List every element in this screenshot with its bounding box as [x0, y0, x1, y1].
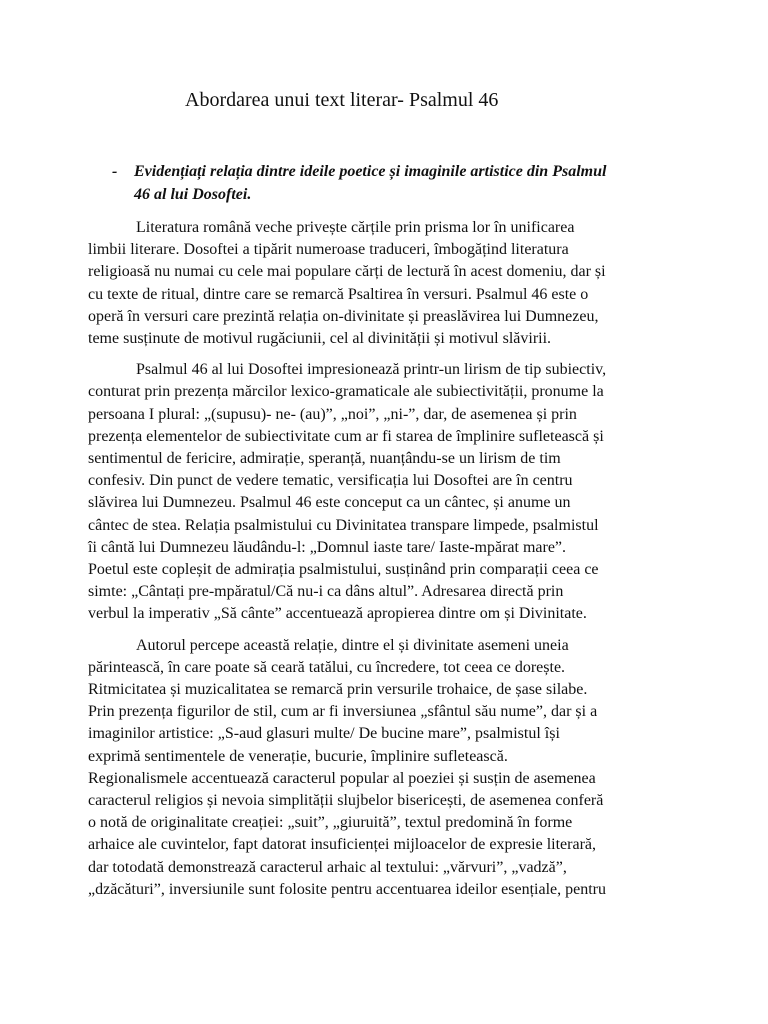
text-line: conturat prin prezența mărcilor lexico-gramaticale ale subiectivității, pronume la	[88, 383, 604, 401]
text-line: teme susținute de motivul rugăciunii, cel al divinității și motivul slăvirii.	[88, 330, 552, 348]
text-line: persoana I plural: „(supusu)- ne- (au)”, „noi”, „ni-”, dar, de asemenea și prin	[88, 405, 577, 423]
text-line: caracterul religios și nevoia simplității slujbelor bisericești, de asemenea conferă	[88, 792, 604, 810]
bullet-dash: -	[112, 163, 118, 180]
text-line: Autorul percepe această relație, dintre el și divinitate asemeni uneia	[136, 636, 569, 654]
text-line: confesiv. Din punct de vedere tematic, versificația lui Dosoftei are în centru	[88, 472, 573, 490]
document-body	[88, 217, 688, 910]
text-line: religioasă nu numai cu cele mai populare cărți de lectură în acest domeniu, dar și	[88, 263, 606, 281]
text-line: îi cântă lui Dumnezeu lăudându-l: „Domnul iaste tare/ Iaste-mpărat mare”.	[88, 538, 567, 556]
text-line: slăvirea lui Dumnezeu. Psalmul 46 este conceput ca un cântec, și anume un	[88, 494, 571, 512]
task-bullet-item	[112, 160, 672, 206]
text-line: cu texte de ritual, dintre care se remarcă Psaltirea în versuri. Psalmul 46 este o	[88, 285, 589, 303]
text-line: Literatura română veche privește cărțile prin prisma lor în unificarea	[136, 219, 575, 236]
paragraph-2	[88, 359, 688, 625]
text-line: exprimă sentimentele de venerație, bucurie, împlinire sufletească.	[88, 747, 508, 765]
text-line: arhaice ale cuvintelor, fapt datorat insuficienței mijloacelor de expresie literară,	[88, 836, 596, 854]
text-line: părintească, în care poate să ceară tatălui, cu încredere, tot ceea ce dorește.	[88, 658, 566, 676]
task-line: 46 al lui Dosoftei.	[134, 186, 252, 203]
text-line: Prin prezența figurilor de stil, cum ar fi inversiunea „sfântul său nume”, dar și a	[88, 703, 598, 721]
text-line: „dzăcături”, inversiunile sunt folosite pentru accentuarea ideilor esențiale, pentru	[88, 880, 606, 898]
text-line: simte: „Cântați pre-mpăratul/Că nu-i ca dâns altul”. Adresarea directă prin	[88, 583, 564, 601]
text-line: prezența elementelor de subiectivitate cum ar fi starea de împlinire sufletească și	[88, 427, 604, 445]
paragraph-3	[88, 635, 688, 901]
text-line: operă în versuri care prezintă relația on-divinitate și preaslăvirea lui Dumnezeu,	[88, 307, 599, 325]
text-line: verbul la imperativ „Să cânte” accentuează apropierea dintre om și Divinitate.	[88, 605, 587, 623]
document-title: Abordarea unui text literar- Psalmul 46	[185, 89, 499, 111]
text-line: o notă de originalitate creației: „suit”, „giuruită”, textul predomină în forme	[88, 814, 573, 832]
text-line: Psalmul 46 al lui Dosoftei impresionează printr-un lirism de tip subiectiv,	[136, 361, 607, 379]
text-line: dar totodată demonstrează caracterul arhaic al textului: „vărvuri”, „vadză”,	[88, 858, 567, 876]
text-line: limbii literare. Dosoftei a tipărit numeroase traduceri, îmbogățind literatura	[88, 241, 569, 259]
text-line: sentimentul de fericire, admirație, speranță, nuanțându-se un lirism de tim	[88, 450, 561, 468]
text-line: Poetul este copleșit de admirația psalmistului, susținând prin comparații ceea ce	[88, 561, 599, 579]
text-line: Regionalismele accentuează caracterul popular al poeziei și susțin de asemenea	[88, 769, 596, 787]
task-line: Evidențiați relația dintre ideile poetice și imaginile artistice din Psalmul	[134, 163, 607, 180]
text-line: Ritmicitatea și muzicalitatea se remarcă prin versurile trohaice, de șase silabe.	[88, 681, 588, 699]
paragraph-1	[88, 217, 688, 350]
text-line: imaginilor artistice: „S-aud glasuri multe/ De bucine mare”, psalmistul își	[88, 725, 560, 743]
text-line: cântec de stea. Relația psalmistului cu Divinitatea transpare limpede, psalmistul	[88, 516, 599, 534]
